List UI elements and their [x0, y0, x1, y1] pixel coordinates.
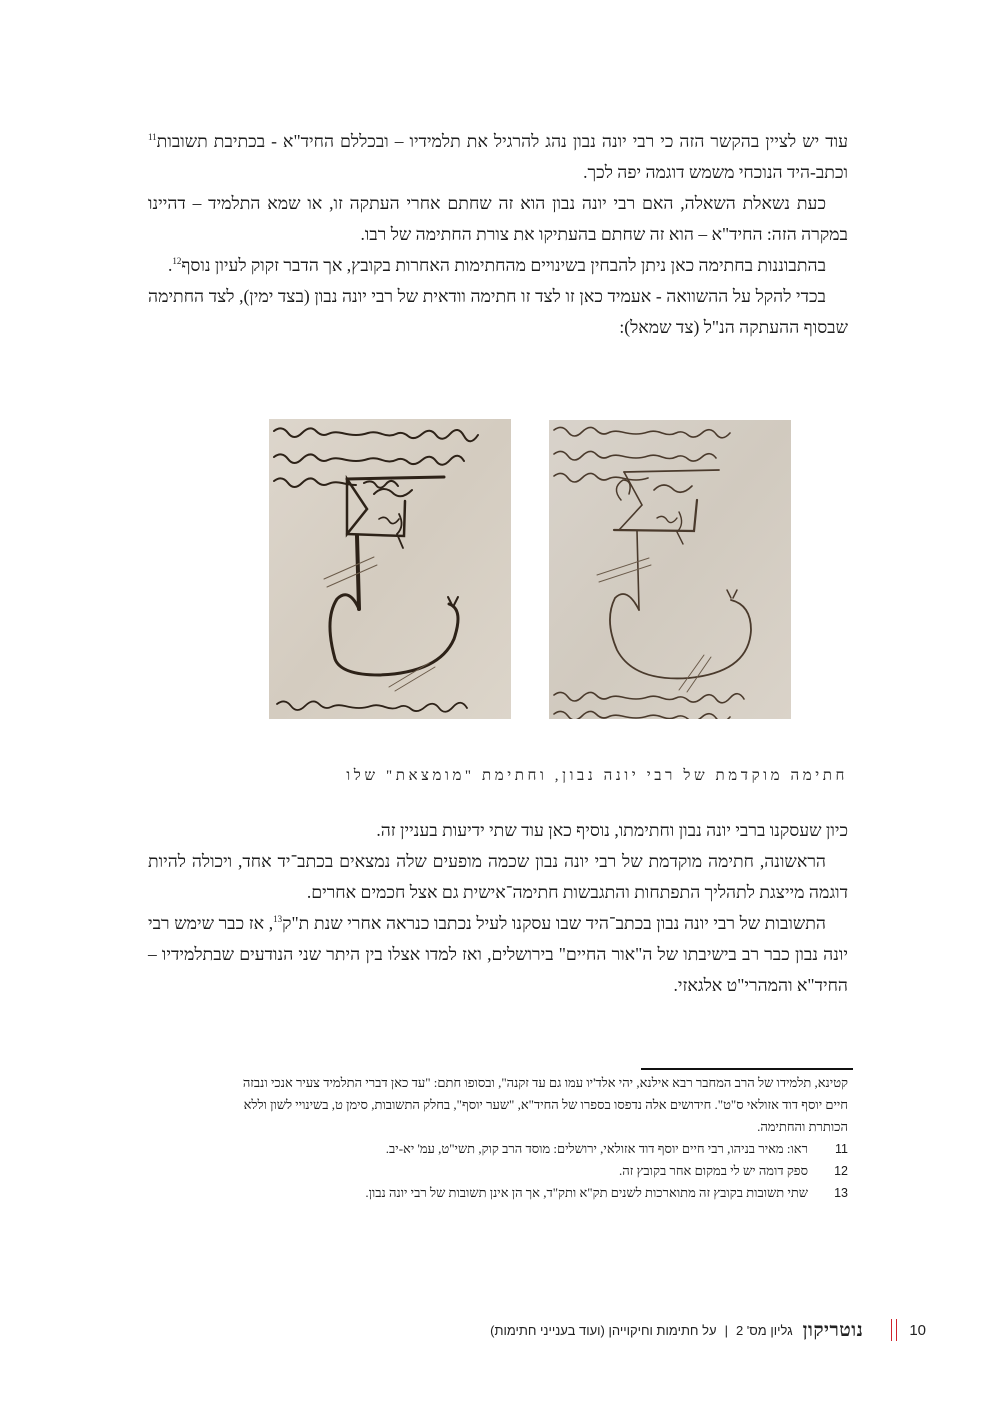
footnote-text: שתי תשובות בקובץ זה מתוארכות לשנים תק"א ותק"ד, אך הן אינן תשובות של רבי יונה נבון.	[365, 1185, 808, 1200]
journal-name: נוטריקון	[802, 1318, 864, 1341]
paragraph-text: וכתב-היד הנוכחי משמש דוגמה יפה לכך.	[583, 162, 848, 182]
signature-drawing-right	[549, 420, 791, 719]
footnote-number: 13	[834, 1186, 848, 1200]
footnote-divider	[641, 1068, 853, 1070]
issue-title: על חתימות וחיקוייהן (ועוד בענייני חתימות)	[490, 1322, 717, 1338]
footnote-number: 11	[835, 1142, 848, 1156]
footnote-number: 12	[834, 1164, 848, 1178]
paragraph-text: , אז כבר שימש רבי יונה נבון כבר רב בישיבתו של ה"אור החיים" בירושלים, ואז למדו אצלו בין היתר שני הנודעים שבתלמידיו – החיד"א והמהרי"ט אלגאזי.	[148, 913, 848, 995]
footer-separator: |	[724, 1322, 728, 1338]
page-footer	[490, 1318, 926, 1342]
issue-label: גליון מס' 2	[735, 1322, 793, 1338]
paragraph-text: התשובות של רבי יונה נבון בכתב־היד שבו עסקנו לעיל נכתבו כנראה אחרי שנת ת"ק	[282, 913, 826, 933]
manuscript-image-left	[269, 419, 511, 719]
footnote-ref-13[interactable]: 13	[273, 914, 283, 925]
footnote-12	[228, 1160, 848, 1182]
footnote-continuation: קטינא, תלמידו של הרב המחבר רבא אילנא, יהי אלד'יו עמו גם עד זקנה", ובסופו חתם: "עד כאן דברי התלמיד צעיר אנכי ונבזה חיים יוסף דוד אזולאי ס"ט". חידושים אלה נדפסו בספרו של החיד"א, "שער יוסף", בחלק התשובות, סימן ט, בשינויי לשון וללא הכותרת והחתימה.	[242, 1075, 848, 1134]
footnote-ref-11[interactable]: 11	[148, 132, 157, 143]
signature-drawing-left	[269, 419, 511, 719]
footnote-text: ראו: מאיר בניהו, רבי חיים יוסף דוד אזולאי, ירושלים: מוסד הרב קוק, תשי"ט, עמ' יא-יב.	[385, 1141, 808, 1156]
footnote-13	[228, 1182, 848, 1204]
paragraph-5: כיון שעסקנו ברבי יונה נבון וחתימתו, נוסיף כאן עוד שתי ידיעות בעניין זה.	[376, 820, 848, 840]
body-text-top	[148, 126, 848, 343]
paragraph-6: הראשונה, חתימה מוקדמת של רבי יונה נבון שכמה מופעים שלה נמצאים בכתב־יד אחד, ויכולה להיות דוגמה מייצגת לתהליך התפתחות והתגבשות חתימה־אישית גם אצל חכמים אחרים.	[148, 851, 848, 902]
paragraph-text: עוד יש לציין בהקשר הזה כי רבי יונה נבון נהג להרגיל את תלמידיו – ובכללם החיד"א - בכתיבת תשובות	[156, 131, 848, 151]
manuscript-image-right	[549, 420, 791, 719]
figure-caption: חתימה מוקדמת של רבי יונה נבון, וחתימת "מומצאת" שלו	[346, 768, 848, 784]
paragraph-1	[148, 126, 848, 188]
paragraph-text: .	[167, 255, 173, 275]
paragraph-3	[148, 250, 848, 281]
footnotes	[228, 1072, 848, 1204]
footnote-text: ספק דומה יש לי במקום אחר בקובץ זה.	[619, 1163, 808, 1178]
body-text-bottom	[148, 815, 848, 1001]
page-number: 10	[909, 1321, 926, 1339]
footnote-11	[228, 1138, 848, 1160]
footnote-ref-12[interactable]: 12	[172, 256, 182, 267]
paragraph-4: בכדי להקל על ההשוואה - אעמיד כאן זו לצד זו חתימה וודאית של רבי יונה נבון (בצד ימין), לצד החתימה שבסוף ההעתקה הנ"ל (צד שמאל):	[148, 286, 848, 337]
paragraph-text: בהתבוננות בחתימה כאן ניתן להבחין בשינויים מהחתימות האחרות בקובץ, אך הדבר זקוק לעיון נוסף	[181, 255, 826, 275]
paragraph-2: כעת נשאלת השאלה, האם רבי יונה נבון הוא זה שחתם אחרי העתקה זו, או שמא התלמיד – דהיינו במקרה הזה: החיד"א – הוא זה שחתם בהעתיקו את צורת החתימה של רבו.	[148, 193, 848, 244]
footer-accent-bars	[891, 1319, 897, 1341]
paragraph-7	[148, 908, 848, 1001]
